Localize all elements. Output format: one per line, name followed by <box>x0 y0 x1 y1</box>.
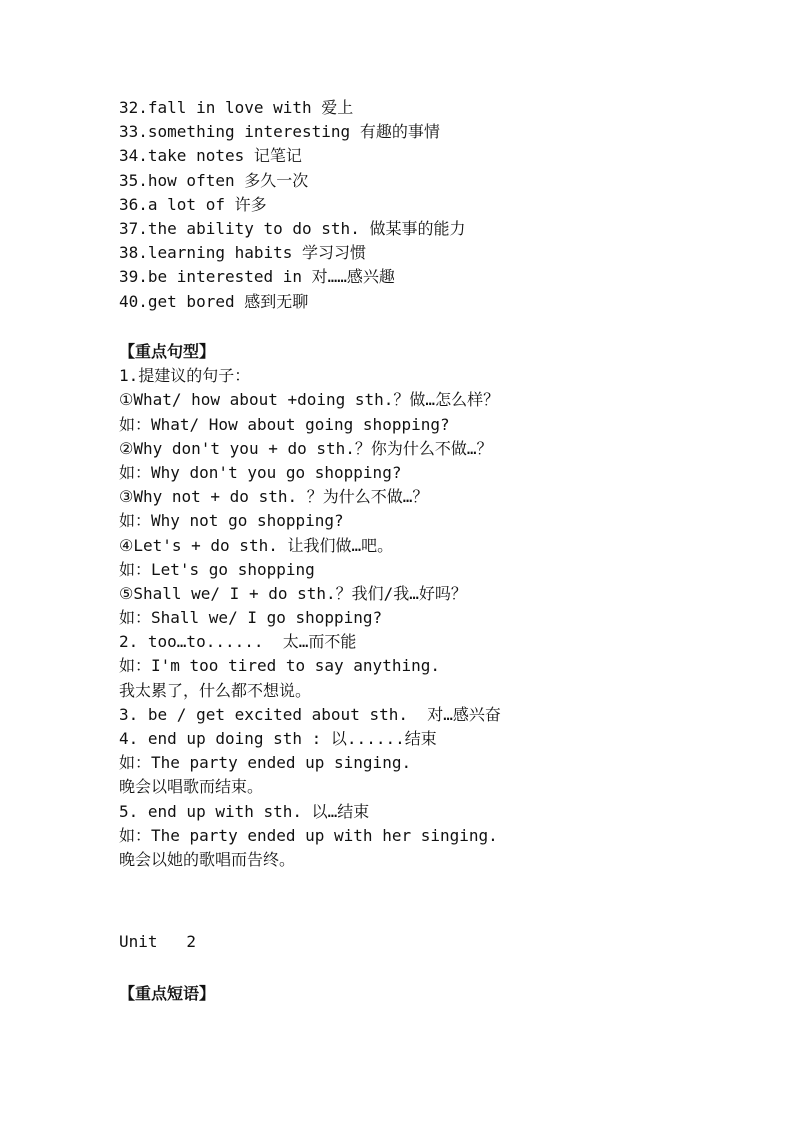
sentence-line: ②Why don't you + do sth.？你为什么不做…？ <box>119 438 493 458</box>
phrase-item: 39.be interested in 对……感兴趣 <box>119 267 395 287</box>
sentence-line: 如：What/ How about going shopping? <box>119 414 450 434</box>
sentence-line: 3. be / get excited about sth. 对…感兴奋 <box>119 704 501 724</box>
sentence-line: 2. too…to...... 太…而不能 <box>119 632 357 652</box>
sentence-line: 我太累了，什么都不想说。 <box>119 680 312 700</box>
sentence-line: 如：The party ended up singing. <box>119 753 412 773</box>
sentence-line: 1.提建议的句子： <box>119 366 251 386</box>
sentences-heading: 【重点句型】 <box>119 342 216 361</box>
sentence-line: 4. end up doing sth : 以......结束 <box>119 729 437 748</box>
unit-title: Unit 2 <box>119 932 197 951</box>
phrase-item: 34.take notes 记笔记 <box>119 146 302 166</box>
phrase-item: 36.a lot of 许多 <box>119 194 267 214</box>
phrase-item: 35.how often 多久一次 <box>119 170 309 190</box>
phrase-item: 32.fall in love with 爱上 <box>119 98 354 117</box>
unit-phrases-heading: 【重点短语】 <box>119 984 216 1003</box>
sentence-line: 5. end up with sth. 以…结束 <box>119 801 370 821</box>
sentence-line: ①What/ how about +doing sth.？做…怎么样？ <box>119 390 500 410</box>
phrase-item: 33.something interesting 有趣的事情 <box>119 122 440 142</box>
phrase-item: 37.the ability to do sth. 做某事的能力 <box>119 218 466 238</box>
sentence-line: 如：Why not go shopping? <box>119 511 344 531</box>
sentence-line: ⑤Shall we/ I + do sth.？我们/我…好吗？ <box>119 583 467 603</box>
phrase-list <box>119 96 759 314</box>
sentence-line: 如：I'm too tired to say anything. <box>119 656 440 676</box>
sentence-line: 如：Let's go shopping <box>119 559 315 579</box>
phrase-item: 40.get bored 感到无聊 <box>119 291 309 311</box>
sentence-line: 如：Why don't you go shopping? <box>119 462 402 482</box>
sentence-section <box>119 340 759 872</box>
sentence-list <box>119 364 759 872</box>
sentence-line: 如：The party ended up with her singing. <box>119 825 498 845</box>
sentence-line: 晚会以她的歌唱而告终。 <box>119 849 296 869</box>
sentence-line: ④Let's + do sth. 让我们做…吧。 <box>119 535 394 555</box>
sentence-line: 晚会以唱歌而结束。 <box>119 777 264 797</box>
sentence-line: ③Why not + do sth. ？为什么不做…？ <box>119 487 429 507</box>
sentence-line: 如：Shall we/ I go shopping? <box>119 608 383 628</box>
phrase-item: 38.learning habits 学习习惯 <box>119 243 367 263</box>
